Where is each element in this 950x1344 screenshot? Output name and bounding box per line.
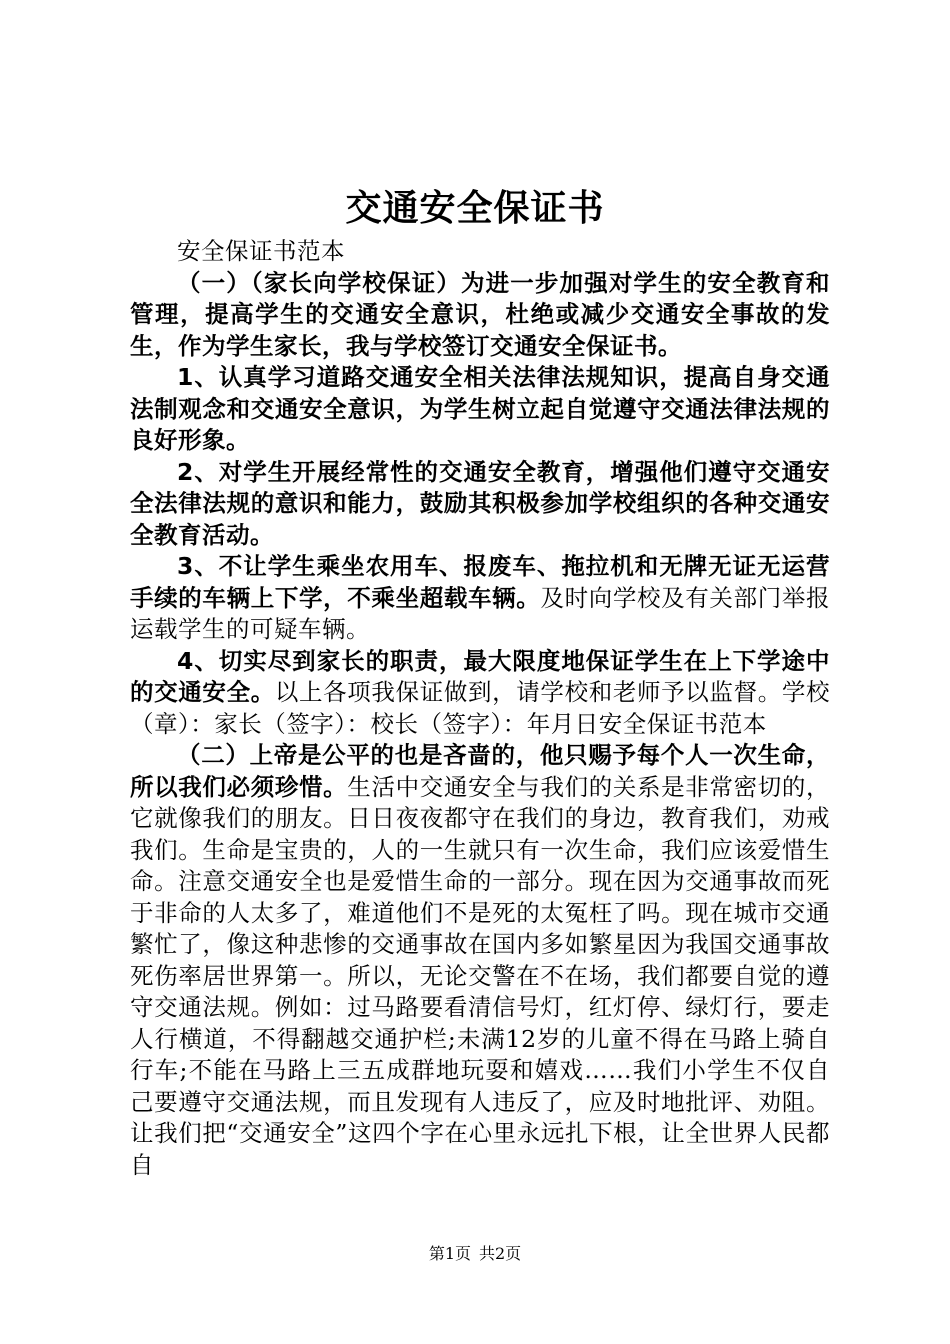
paragraph-2-bold-text: （二）上帝是公平的也是吝啬的，他只赐予每个人一次生命，所以我们必须珍惜。 xyxy=(130,741,830,801)
page-footer xyxy=(0,1244,950,1264)
page-number: 第1页 xyxy=(428,1244,471,1263)
item-4-bold-text: 4、切实尽到家长的职责，最大限度地保证学生在上下学途中的交通安全。 xyxy=(130,646,830,706)
paragraph-2 xyxy=(130,740,830,1181)
paragraph-1 xyxy=(130,268,830,363)
item-3-normal-text: 及时向学校及有关部门举报运载学生的可疑车辆。 xyxy=(130,583,831,643)
item-2-text: 2、对学生开展经常性的交通安全教育，增强他们遵守交通安全法律法规的意识和能力，鼓励其积极参加学校组织的各种交通安全教育活动。 xyxy=(130,457,830,549)
item-1 xyxy=(130,362,830,457)
item-4-normal-text: 以上各项我保证做到，请学校和老师予以监督。学校（章）：家长（签字）：校长（签字）：年月日安全保证书范本 xyxy=(130,678,831,738)
paragraph-1-text: （一）（家长向学校保证）为进一步加强对学生的安全教育和管理，提高学生的交通安全意识，杜绝或减少交通安全事故的发生，作为学生家长，我与学校签订交通安全保证书。 xyxy=(130,268,830,360)
subtitle: 安全保证书范本 xyxy=(177,237,345,265)
item-4 xyxy=(130,646,830,741)
document-title: 交通安全保证书 xyxy=(345,187,605,229)
item-3-bold-text: 3、不让学生乘坐农用车、报废车、拖拉机和无牌无证无运营手续的车辆上下学，不乘坐超载车辆。 xyxy=(130,552,830,612)
item-2 xyxy=(130,457,830,552)
page-total: 共2页 xyxy=(479,1244,522,1263)
item-1-text: 1、认真学习道路交通安全相关法律法规知识，提高自身交通法制观念和交通安全意识，为学生树立起自觉遵守交通法律法规的良好形象。 xyxy=(130,363,830,454)
item-3 xyxy=(130,551,830,646)
paragraph-2-normal-text: 生活中交通安全与我们的关系是非常密切的，它就像我们的朋友。日日夜夜都守在我们的身边，教育我们，劝戒我们。生命是宝贵的，人的一生就只有一次生命，我们应该爱惜生命。注意交通安全也是爱惜生命的一部分。现在因为交通事故而死于非命的人太多了，难道他们不是死的太冤枉了吗。现在城市交通繁忙了，像这种悲惨的交通事故在国内多如繁星因为我国交通事故死伤率居世界第一。所以，无论交警在不在场，我们都要自觉的遵守交通法规。例如：过马路要看清信号灯，红灯停、绿灯行，要走人行横道，不得翻越交通护栏;未满12岁的儿童不得在马路上骑自行车;不能在马路上三五成群地玩耍和嬉戏……我们小学生不仅自己要遵守交通法规，而且发现有人违反了，应及时地批评、劝阻。让我们把“交通安全”这四个字在心里永远扎下根，让全世界人民都自 xyxy=(130,772,831,1179)
document-body xyxy=(130,236,830,1181)
